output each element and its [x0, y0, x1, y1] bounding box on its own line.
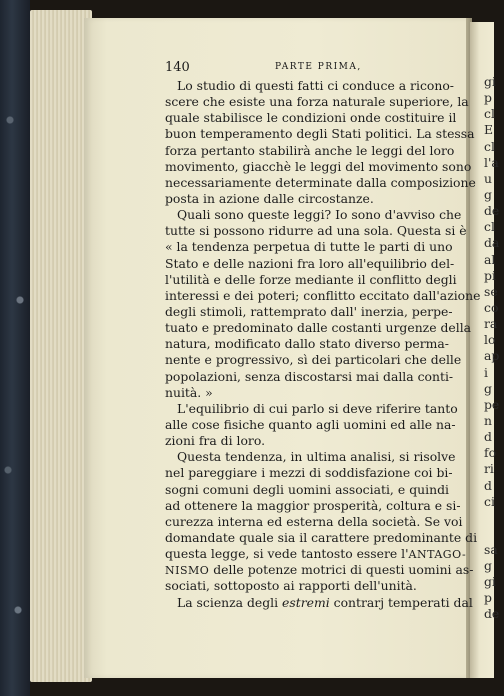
- next-page-fragment: pe: [484, 396, 500, 412]
- next-page-fragment: ri: [484, 461, 494, 477]
- text-run: estremi: [282, 594, 330, 610]
- text-run: sogni comuni degli uomini associati, e quindi: [165, 481, 449, 497]
- text-run: ad ottenere la maggior prosperità, coltura e si-: [165, 497, 461, 513]
- next-page-fragment: ap: [484, 348, 500, 364]
- text-line: [165, 223, 467, 239]
- text-line: [165, 78, 454, 94]
- page-edges: [30, 10, 92, 682]
- page-header: [165, 60, 455, 76]
- next-page-fragment: p: [484, 90, 492, 106]
- next-page-fragment: cl: [484, 219, 495, 235]
- page-number: 140: [165, 60, 190, 75]
- text-run: popolazioni, senza discostarsi mai dalla conti-: [165, 368, 454, 384]
- next-page-fragment: da: [484, 235, 500, 251]
- text-line: [165, 482, 449, 498]
- next-page-fragment: de: [484, 606, 500, 622]
- text-line: [165, 529, 478, 546]
- body-text: [165, 78, 481, 611]
- text-line: [165, 368, 454, 385]
- text-line: [165, 433, 449, 449]
- text-run: degli stimoli, rattemprato dall' inerzia, perpe-: [165, 303, 453, 319]
- text-line: [165, 513, 463, 530]
- text-run: movimento, giacchè le leggi del movimento sono: [165, 158, 472, 174]
- next-page-fragment: g: [484, 186, 492, 202]
- next-page-fragment: sa: [484, 541, 498, 557]
- text-line: [165, 546, 467, 562]
- text-run: nente e progressivo, sì dei particolari che delle: [165, 352, 462, 368]
- text-run: posta in azione dalle circostanze.: [165, 190, 374, 206]
- text-line: [165, 239, 453, 255]
- text-run: alle cose fisiche quanto agli uomini ed alle na-: [165, 416, 456, 432]
- text-line: [165, 158, 472, 175]
- text-run: nuità. »: [165, 384, 213, 400]
- next-page-fragment: g: [484, 380, 492, 396]
- text-line: [165, 385, 449, 401]
- text-line: [165, 271, 457, 288]
- next-page-fragment: u: [484, 170, 492, 186]
- next-page-fragment: p: [484, 590, 492, 606]
- text-line: [165, 303, 453, 320]
- next-page-fragment: se: [484, 283, 498, 299]
- text-run: ANTAGO-: [408, 548, 467, 562]
- text-run: Questa tendenza, in ultima analisi, si risolve: [177, 449, 456, 465]
- text-run: domandate quale sia il carattere predominante di: [165, 529, 478, 545]
- text-run: l'utilità e delle forze mediante il conflitto degli: [165, 271, 457, 287]
- text-run: L'equilibrio di cui parlo si deve riferire tanto: [177, 400, 458, 416]
- text-line: [165, 287, 481, 304]
- text-run: buon temperamento degli Stati politici. La stessa: [165, 126, 475, 142]
- text-run: « la tendenza perpetua di tutte le parti di uno: [165, 239, 453, 255]
- next-page-fragment: l'a: [484, 154, 499, 170]
- next-page-fragment: de: [484, 203, 500, 219]
- text-line: [165, 255, 455, 272]
- text-run: zioni fra di loro.: [165, 433, 266, 449]
- next-page-fragment: al: [484, 251, 496, 267]
- next-page-fragment: d: [484, 477, 492, 493]
- next-page-fragment: fo: [484, 445, 497, 461]
- next-page-fragment: i: [484, 364, 488, 380]
- text-run: questa legge, si vede tantosto essere l': [165, 546, 409, 562]
- text-line: [165, 352, 462, 368]
- running-head: PARTE PRIMA,: [275, 62, 362, 72]
- text-run: La scienza degli: [177, 594, 283, 610]
- text-line: [165, 110, 457, 126]
- next-page-fragment: ci: [484, 493, 495, 509]
- text-line: [165, 94, 469, 110]
- next-page-fragment: d: [484, 429, 492, 445]
- text-run: necessariamente determinate dalla composizione: [165, 174, 476, 190]
- text-run: natura, modificato dallo stato diverso perma-: [165, 336, 449, 352]
- text-run: sociati, sottoposto ai rapporti dell'unità.: [165, 578, 417, 594]
- text-run: Stato e delle nazioni fra loro all'equilibrio del-: [165, 255, 455, 271]
- next-page-fragment: cl: [484, 106, 495, 122]
- text-line: [165, 320, 472, 336]
- text-run: scere che esiste una forza naturale superiore, la: [165, 94, 469, 110]
- next-page-fragment: cl: [484, 138, 495, 154]
- text-line: [165, 142, 455, 159]
- next-page-text: [484, 74, 504, 623]
- text-run: tutte si possono ridurre ad una sola. Questa si è: [165, 223, 467, 239]
- text-run: Quali sono queste leggi? Io sono d'avviso che: [177, 207, 462, 223]
- next-page-fragment: co: [484, 299, 499, 315]
- next-page-fragment: E: [484, 122, 494, 138]
- text-run: forza pertanto stabilirà anche le leggi del loro: [165, 142, 455, 158]
- next-page-fragment: g: [484, 557, 492, 573]
- marbled-cover: [0, 0, 30, 696]
- text-run: delle potenze motrici di questi uomini as-: [209, 562, 474, 578]
- text-line: [165, 594, 473, 611]
- next-page-fragment: n: [484, 412, 492, 428]
- text-line: [165, 400, 458, 417]
- text-run: interessi e dei poteri; conflitto eccitato dall'azione: [165, 287, 481, 303]
- next-page-fragment: gi: [484, 74, 496, 89]
- text-run: contrarj temperati dal: [329, 594, 473, 610]
- text-line: [165, 336, 449, 352]
- text-run: tuato e predominato dalle costanti urgenze della: [165, 320, 472, 336]
- text-line: [165, 449, 456, 465]
- text-line: [165, 126, 475, 142]
- text-run: curezza interna ed esterna della società. Se voi: [165, 513, 463, 529]
- text-line: [165, 416, 456, 433]
- text-line: [165, 191, 449, 207]
- text-line: [165, 497, 461, 514]
- text-line: [165, 562, 474, 578]
- text-line: [165, 465, 453, 481]
- text-line: [165, 174, 476, 191]
- next-page-fragment: pi: [484, 267, 496, 283]
- text-run: nel pareggiare i mezzi di soddisfazione coi bi-: [165, 465, 453, 481]
- text-run: Lo studio di questi fatti ci conduce a ricono-: [177, 78, 454, 93]
- text-line: [165, 578, 449, 594]
- next-page-fragment: ra: [484, 316, 498, 332]
- text-line: [165, 207, 462, 223]
- text-run: NISMO: [165, 564, 210, 578]
- next-page-fragment: lo: [484, 332, 496, 348]
- text-run: quale stabilisce le condizioni onde costituire il: [165, 110, 457, 126]
- next-page-fragment: gi: [484, 574, 496, 590]
